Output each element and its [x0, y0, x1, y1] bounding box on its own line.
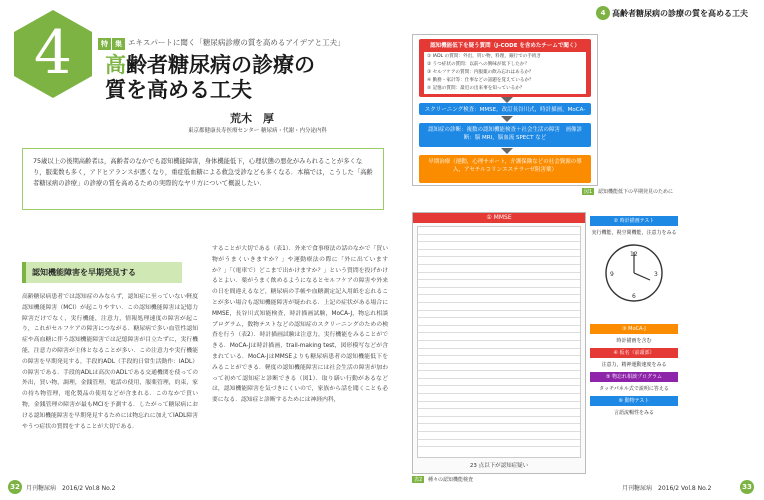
kana-desc: 注意力，精神運動速度をみる: [601, 362, 667, 368]
title-line1: 齢者糖尿病の診療の: [126, 52, 315, 77]
flow-box-treatment: 早期治療（運動，心理サポート，介護保険などの社会資源の導入，アセチルコリンエステラーゼ阻害薬）: [419, 155, 591, 183]
svg-text:3: 3: [654, 271, 658, 278]
series-title: エキスパートに聞く「糖尿病診療の質を高めるアイデアと工夫」: [128, 38, 345, 47]
form-row: [418, 364, 580, 372]
chapter-number: 4: [33, 18, 73, 88]
question-item: ① IADL の質問：外出，買い物，料理，銀行での手続き: [427, 54, 542, 59]
form-row: [418, 242, 580, 250]
article-title: [105, 52, 375, 102]
figure-1-flowchart: [412, 34, 598, 186]
form-row: [418, 250, 580, 258]
form-row: [418, 280, 580, 288]
mmse-cutoff: 23 点以下が認知症疑い: [469, 463, 529, 469]
form-row: [418, 409, 580, 417]
arrow-down-icon: [501, 148, 513, 154]
kana-header: ④ 仮名（前頭部）: [590, 348, 678, 358]
mmse-form-rows: [417, 226, 581, 458]
animal-test-desc: 言語流暢性をみる: [613, 410, 654, 416]
form-row: [418, 303, 580, 311]
form-row: [418, 371, 580, 379]
form-row: [418, 257, 580, 265]
page-number-left: 32: [8, 480, 22, 494]
body-column-1: 高齢糖尿病患者では認知症のみならず，認知症に至っていない軽度認知機能障害（MCI）が起こりやすい．この認知機能障害は記憶力障害だけでなく，実行機能，注意力，情報処理速度の障害が起こり，これがセルフケアの障害につながる．糖尿病で多い血管性認知症や高血糖に伴う認知機能障害では記憶障害が目立たずに，実行機能，注意力の障害が主体となることが多い．この注意力や実行機能の障害を早期発見する，手段的ADL（手段的日常生活動作：IADL）の障害である．手段的ADLは高次のADLである交通機関を使っての外出，買い物，調理，金銭管理，電話の使用，服薬管理，約束，家の持ち物管理，電化製品の使用などが含まれる．このなかで買い物，金銭管理の障害が最もMCIを予測する．したがって糖尿病における認知機能障害を早期発見するためには物忘れに加えてIADL障害やうつ症状の質問をすることが大切である．: [22, 294, 198, 430]
running-head: 高齢者糖尿病の診療の質を高める工夫: [612, 8, 748, 18]
figure-1-number: 図1: [584, 189, 593, 195]
form-row: [418, 295, 580, 303]
form-row: [418, 227, 580, 235]
test-list: [590, 216, 678, 420]
form-row: [418, 394, 580, 402]
page-number-right: 33: [740, 480, 754, 494]
form-row: [418, 349, 580, 357]
body-column-2: することが大切である（表1）．外来で食事療法の話のなかで「買い物がうまくいきますか？」や運動療法の際に「外に出ていますか？」「（電車で）どこまで出かけますか？」という質問を投げかけるとよい．薬がうまく飲めるようになるとセルフケアの障害や外来の日を間違えるなど，糖尿病の手帳や血糖測定記入用紙を忘れることが多い場合も認知機能障害が疑われる．上記の症状がある場合にMMSE，長谷川式知能検査，時計描画試験，MoCA-J，物忘れ相談プログラム，数物テストなどの認知症のスクリーニングのための検査を行う（表2）．時計描画試験は注意力，実行機能をみることができる．MoCA-Jは時計描画，trail-making test，図形模写などが含まれている．MoCA-JはMMSEよりも糖尿病患者の認知機能低下をみることができる．軽度の認知機能障害には社会生活の障害が加わって初めて認知症と診断できる（図1）．取り繕い行動があるなどは，認知機能障害を気づきにくいので，家族から話を聞くことも必要になる．認知症と診断するためには神経内科，: [212, 246, 388, 404]
figure-1-caption: 認知機能低下の早期発見のために: [598, 189, 674, 195]
mmse-header: ① MMSE: [413, 213, 585, 223]
clock-test-desc: 実行機能，視空間機能，注意力をみる: [591, 230, 677, 236]
clock-test-header: ② 時計描画テスト: [590, 216, 678, 226]
svg-text:6: 6: [632, 293, 636, 300]
question-item: ⑤ 記憶の質問：最近の出来事を知っているか？: [427, 86, 525, 91]
moca-header: ③ MoCA-J: [590, 324, 678, 334]
flow-box-screening: スクリーニング検査：MMSE，改訂長谷川式，時計描画，MoCA-J: [419, 103, 591, 115]
form-row: [418, 424, 580, 432]
question-list: [424, 52, 586, 94]
flow-box-questions: [419, 39, 591, 97]
program-desc: タッチパネル式で説明に答える: [599, 386, 669, 392]
form-row: [418, 311, 580, 319]
clock-drawing: [590, 240, 678, 306]
program-header: ⑤ 物忘れ相談プログラム: [590, 372, 678, 382]
question-item: ② うつ症状の質問：以前への興味が低下したか？: [427, 62, 530, 67]
form-row: [418, 440, 580, 448]
question-item: ④ 勤務・家計等：仕事などの話題を覚えているか？: [427, 78, 534, 83]
form-row: [418, 235, 580, 243]
table-2-caption: 種々の認知機能検査: [428, 477, 474, 483]
form-row: [418, 386, 580, 394]
form-row: [418, 273, 580, 281]
arrow-down-icon: [501, 116, 513, 122]
form-row: [418, 402, 580, 410]
form-row: [418, 341, 580, 349]
form-row: [418, 318, 580, 326]
series-tag: 特: [98, 38, 111, 50]
abstract-box: 75歳以上の後期高齢者は，高齢者のなかでも認知機能障害，身体機能低下，心理状態の悪化がみられることが多くなり，服薬数も多く，アドヒアランスが悪くなり，重症低血糖による救急受診なども多くなる．本稿では，こうした「高齢者糖尿病の診療」の診療の質を高めるための実際的なヤリ方について概説したい．: [22, 148, 384, 210]
series-tag: 集: [112, 38, 125, 50]
author-affiliation: 東京都健康長寿医療センター 糖尿病・代謝・内分泌内科: [188, 128, 328, 134]
table-2-number: 表2: [414, 477, 423, 483]
footer-right: 月刊糖尿病 2016/2 Vol.8 No.2: [622, 485, 712, 492]
form-row: [418, 379, 580, 387]
moca-desc: 時計描画を含む: [616, 338, 652, 344]
footer-left: 月刊糖尿病 2016/2 Vol.8 No.2: [26, 485, 116, 492]
animal-test-header: ⑥ 動物テスト: [590, 396, 678, 406]
form-row: [418, 432, 580, 440]
svg-text:9: 9: [610, 271, 614, 278]
form-row: [418, 417, 580, 425]
flow-box-title: 認知機能低下を疑う質問（J-CODE を含めたチームで聞く）: [430, 43, 580, 49]
table-2-mmse-form: [412, 212, 586, 474]
svg-text:12: 12: [630, 251, 638, 258]
flow-box-diagnosis: 認知症の診断：複数の認知機能検査＋社会生活の障害 画像診断：脳 MRI，脳血流 SPECT など: [419, 123, 591, 147]
form-row: [418, 356, 580, 364]
form-row: [418, 265, 580, 273]
form-row: [418, 333, 580, 341]
question-item: ③ セルフケアの質問：内服薬の飲み忘れはあるか？: [427, 70, 534, 75]
form-row: [418, 326, 580, 334]
title-line2: 質を高める工夫: [105, 77, 252, 102]
form-row: [418, 288, 580, 296]
title-initial: 高: [105, 52, 126, 77]
chapter-badge: 4: [596, 6, 610, 20]
section-heading: 認知機能障害を早期発見する: [22, 262, 182, 283]
clock-icon: [590, 240, 678, 306]
author-name: 荒木 厚: [230, 112, 274, 125]
